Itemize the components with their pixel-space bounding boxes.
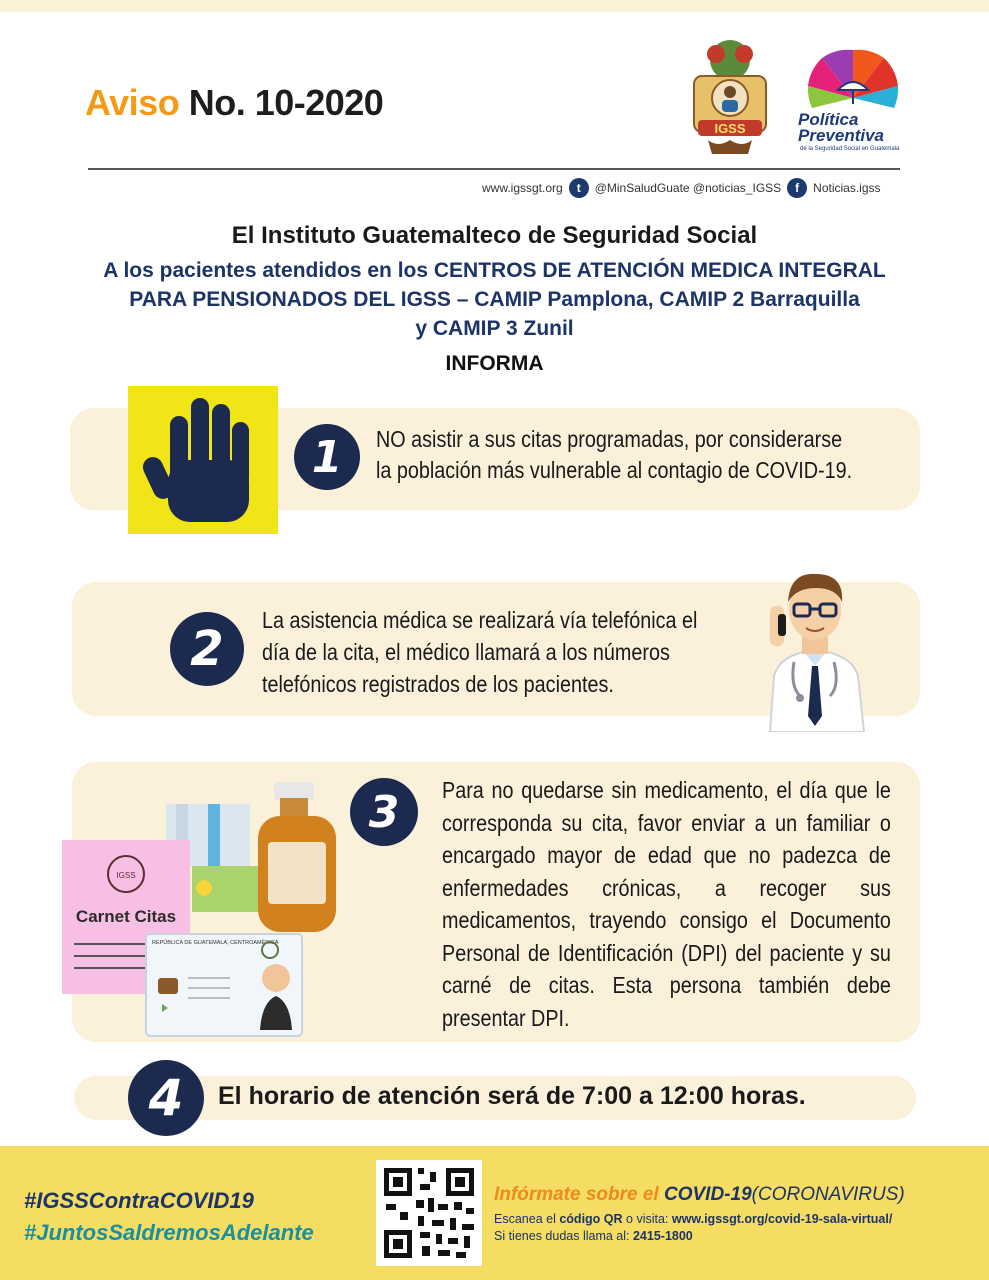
- politica-preventiva-text: [798, 112, 884, 144]
- igss-logo: [688, 36, 772, 158]
- subtitle-line-2: PARA PENSIONADOS DEL IGSS – CAMIP Pamplona, CAMIP 2 Barraquilla: [129, 288, 860, 311]
- scan-text-a: Escanea el: [494, 1212, 556, 1226]
- doctor-on-phone-illustration: [760, 566, 870, 732]
- info-phone-line: [494, 1229, 693, 1243]
- top-strip: [0, 0, 989, 12]
- notice-title: [85, 82, 383, 124]
- scan-text-qr: código QR: [559, 1212, 623, 1226]
- svg-text:Carnet Citas: Carnet Citas: [75, 907, 177, 926]
- item-2-number-badge: 2: [170, 612, 244, 686]
- covid-virtual-room-link[interactable]: www.igssgt.org/covid-19-sala-virtual/: [671, 1212, 893, 1226]
- qr-code-icon: [376, 1160, 482, 1266]
- info-heading-coronavirus: (CORONAVIRUS): [751, 1184, 905, 1205]
- institute-title: El Instituto Guatemalteco de Seguridad Social: [231, 222, 758, 249]
- item-2-text: [262, 604, 726, 700]
- item-3-text: Para no quedarse sin medicamento, el día que le corresponda su cita, favor enviar a un familiar o encargado mayor de edad que no padezca de enfermedades crónicas, a recoger sus medicamentos, trayendo consigo el Documento Personal de Identificación (DPI) del paciente y su carné de citas. Esta persona también debe presentar DPI.: [442, 777, 891, 1031]
- item-2-line-1: La asistencia médica se realizará vía telefónica el: [262, 607, 698, 633]
- notice-word: Aviso: [85, 82, 180, 123]
- facebook-icon: f: [787, 178, 807, 198]
- stop-hand-illustration: [128, 386, 278, 534]
- stop-hand-icon: [128, 386, 278, 534]
- info-scan-line: [494, 1212, 892, 1226]
- hashtag-igss-contra-covid[interactable]: #IGSSContraCOVID19: [24, 1188, 254, 1213]
- scan-text-c: o visita:: [626, 1212, 669, 1226]
- svg-text:IGSS: IGSS: [714, 121, 746, 136]
- website-link[interactable]: www.igssgt.org: [482, 181, 563, 195]
- phone-number[interactable]: 2415-1800: [632, 1229, 693, 1243]
- pp-subtitle: de la Seguridad Social en Guatemala: [800, 146, 900, 152]
- svg-text:IGSS: IGSS: [116, 871, 136, 880]
- subtitle-line-3: y CAMIP 3 Zunil: [415, 317, 574, 340]
- svg-text:REPÚBLICA DE GUATEMALA, CENTRO: REPÚBLICA DE GUATEMALA, CENTROAMÉRICA: [152, 940, 279, 946]
- item-1-line-1: NO asistir a sus citas programadas, por considerarse: [376, 426, 843, 452]
- item-4-number-badge: 4: [128, 1060, 204, 1136]
- phone-text: Si tienes dudas llama al:: [494, 1229, 630, 1243]
- header-divider: [88, 168, 900, 170]
- facebook-handle[interactable]: Noticias.igss: [813, 181, 881, 195]
- item-1-line-2: la población más vulnerable al contagio de COVID-19.: [376, 457, 853, 483]
- item-1-text: [376, 424, 892, 486]
- notice-number: No. 10-2020: [188, 82, 384, 123]
- medication-and-documents-illustration: [58, 782, 348, 1042]
- item-2-line-3: telefónicos registrados de los pacientes.: [262, 671, 614, 697]
- item-4-text: El horario de atención será de 7:00 a 12:00 horas.: [218, 1082, 806, 1110]
- pp-line-2: Preventiva: [798, 126, 884, 145]
- twitter-icon: t: [569, 178, 589, 198]
- twitter-handles[interactable]: @MinSaludGuate @noticias_IGSS: [594, 181, 782, 195]
- qr-code[interactable]: [376, 1160, 482, 1266]
- item-1-number-badge: 1: [294, 424, 360, 490]
- informa-heading: INFORMA: [445, 352, 544, 375]
- pp-line-1: Política: [798, 110, 859, 129]
- info-heading-covid: COVID-19: [664, 1184, 752, 1205]
- info-heading: [494, 1184, 905, 1206]
- hashtag-juntos-saldremos[interactable]: #JuntosSaldremosAdelante: [24, 1220, 314, 1245]
- info-heading-part-1: Infórmate sobre el: [494, 1184, 659, 1205]
- item-2-line-2: día de la cita, el médico llamará a los números: [262, 639, 670, 665]
- subtitle-line-1: A los pacientes atendidos en los CENTROS DE ATENCIÓN MEDICA INTEGRAL: [103, 259, 886, 282]
- social-links: [482, 178, 881, 198]
- item-3-number-badge: 3: [350, 778, 418, 846]
- audience-subtitle: [40, 256, 949, 343]
